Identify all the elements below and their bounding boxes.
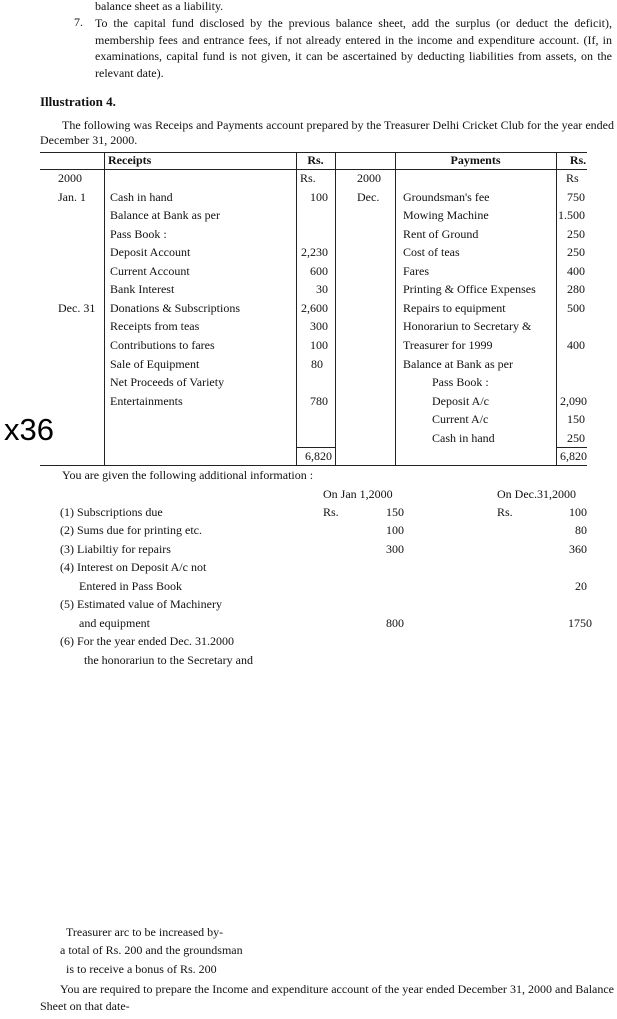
col-header-jan: On Jan 1,2000 bbox=[323, 487, 393, 501]
illustration-statement: The following was Receips and Payments account prepared by the Treasurer Delhi Cricket Club for the year ended December 31, 2000. bbox=[40, 118, 614, 147]
receipt-item: Entertainments bbox=[110, 394, 183, 408]
payment-amount: 400 bbox=[567, 264, 585, 278]
rs-unit-jan: Rs. bbox=[323, 505, 339, 519]
rs-unit-left: Rs. bbox=[300, 171, 316, 185]
receipt-item: Cash in hand bbox=[110, 190, 173, 204]
total-rule-left bbox=[297, 447, 335, 448]
header-rs-right: Rs. bbox=[569, 153, 587, 167]
receipt-amount: 300 bbox=[310, 319, 328, 333]
col-divider-3 bbox=[335, 152, 336, 465]
payment-item: Cost of teas bbox=[403, 245, 460, 259]
payment-item: Repairs to equipment bbox=[403, 301, 506, 315]
info-value-dec: 360 bbox=[569, 542, 587, 556]
payment-item: Cash in hand bbox=[432, 431, 495, 445]
payment-amount: 400 bbox=[567, 338, 585, 352]
rs-unit-dec: Rs. bbox=[497, 505, 513, 519]
payment-item: Treasurer for 1999 bbox=[403, 338, 493, 352]
receipt-item: Current Account bbox=[110, 264, 190, 278]
info-value-dec: 80 bbox=[575, 523, 587, 537]
payment-item: Fares bbox=[403, 264, 429, 278]
table-header-rule bbox=[40, 169, 587, 170]
info-value-jan: 300 bbox=[386, 542, 404, 556]
info-item-5-cont: and equipment bbox=[79, 616, 150, 630]
point-7-number: 7. bbox=[74, 15, 83, 29]
footer-line-1: Treasurer arc to be increased by- bbox=[66, 925, 224, 939]
receipt-item: Donations & Subscriptions bbox=[110, 301, 241, 315]
payment-amount: 250 bbox=[567, 245, 585, 259]
receipt-amount: 30 bbox=[316, 282, 328, 296]
date-dec-right: Dec. bbox=[357, 190, 380, 204]
col-divider-4 bbox=[395, 152, 396, 465]
header-rs-left: Rs. bbox=[307, 153, 324, 167]
header-payments: Payments bbox=[450, 153, 501, 167]
payment-amount: 250 bbox=[567, 227, 585, 241]
payment-item: Rent of Ground bbox=[403, 227, 479, 241]
info-item-6-cont: the honorariun to the Secretary and bbox=[84, 653, 253, 667]
receipt-amount: 2,600 bbox=[301, 301, 328, 315]
footer-final: You are required to prepare the Income and expenditure account of the year ended December 31, 2000 and Balance Sheet on that date- bbox=[40, 982, 614, 1013]
payment-item: Mowing Machine bbox=[403, 208, 489, 222]
payment-item: Groundsman's fee bbox=[403, 190, 490, 204]
illustration-title: Illustration 4. bbox=[40, 94, 116, 109]
date-dec31: Dec. 31 bbox=[58, 301, 96, 315]
payment-amount: 250 bbox=[567, 431, 585, 445]
info-value-dec: 100 bbox=[569, 505, 587, 519]
info-item-6: (6) For the year ended Dec. 31.2000 bbox=[60, 634, 234, 648]
page-marker: x36 bbox=[4, 412, 54, 447]
receipt-item: Sale of Equipment bbox=[110, 357, 200, 371]
info-value-dec: 20 bbox=[575, 579, 587, 593]
col-header-dec: On Dec.31,2000 bbox=[497, 487, 576, 501]
payment-amount: 2,090 bbox=[560, 394, 587, 408]
receipt-item: Contributions to fares bbox=[110, 338, 215, 352]
date-year-left: 2000 bbox=[58, 171, 82, 185]
rs-unit-right: Rs bbox=[566, 171, 579, 185]
date-jan1: Jan. 1 bbox=[58, 190, 86, 204]
payment-item: Honorariun to Secretary & bbox=[403, 319, 532, 333]
payment-item: Current A/c bbox=[432, 412, 489, 426]
info-value-dec: 1750 bbox=[568, 616, 592, 630]
info-item-5: (5) Estimated value of Machinery bbox=[60, 597, 222, 611]
receipt-amount: 100 bbox=[310, 190, 328, 204]
payment-amount: 750 bbox=[567, 190, 585, 204]
receipt-item: Net Proceeds of Variety bbox=[110, 375, 225, 389]
total-rule-right bbox=[556, 447, 587, 448]
receipt-item: Balance at Bank as per bbox=[110, 208, 220, 222]
header-receipts: Receipts bbox=[108, 153, 152, 167]
payment-item: Printing & Office Expenses bbox=[403, 282, 536, 296]
payment-item: Deposit A/c bbox=[432, 394, 489, 408]
receipt-amount: 600 bbox=[310, 264, 328, 278]
receipt-item: Bank Interest bbox=[110, 282, 175, 296]
receipt-amount: 2,230 bbox=[301, 245, 328, 259]
receipt-amount: 780 bbox=[310, 394, 328, 408]
payment-amount: 500 bbox=[567, 301, 585, 315]
info-value-jan: 800 bbox=[386, 616, 404, 630]
receipt-amount: 80 bbox=[311, 357, 323, 371]
info-value-jan: 150 bbox=[386, 505, 404, 519]
info-value-jan: 100 bbox=[386, 523, 404, 537]
payment-amount: 1.500 bbox=[558, 208, 585, 222]
info-item-1: (1) Subscriptions due bbox=[60, 505, 163, 519]
total-left: 6,820 bbox=[305, 449, 332, 463]
receipt-item: Deposit Account bbox=[110, 245, 191, 259]
info-item-4: (4) Interest on Deposit A/c not bbox=[60, 560, 207, 574]
payment-amount: 280 bbox=[567, 282, 585, 296]
footer-line-2: a total of Rs. 200 and the groundsman bbox=[60, 943, 243, 957]
payment-amount: 150 bbox=[567, 412, 585, 426]
receipt-amount: 100 bbox=[310, 338, 328, 352]
additional-intro: You are given the following additional information : bbox=[62, 468, 314, 482]
receipt-item: Pass Book : bbox=[110, 227, 167, 241]
payment-item: Pass Book : bbox=[432, 375, 489, 389]
table-bottom-border bbox=[40, 465, 587, 466]
date-year-right: 2000 bbox=[357, 171, 381, 185]
point-7-text: To the capital fund disclosed by the previous balance sheet, add the surplus (or deduct the deficit), membership fees and entrance fees, if not already entered in the income and expenditure account. (If, in examinations, capital fund is not given, it can be ascertained by deducting liabilities from assets, on the relevant date). bbox=[95, 16, 612, 80]
total-right: 6,820 bbox=[560, 449, 587, 463]
footer-line-3: is to receive a bonus of Rs. 200 bbox=[66, 962, 217, 976]
info-item-2: (2) Sums due for printing etc. bbox=[60, 523, 202, 537]
info-item-4-cont: Entered in Pass Book bbox=[79, 579, 182, 593]
intro-line-top: balance sheet as a liability. bbox=[95, 0, 224, 13]
receipt-item: Receipts from teas bbox=[110, 319, 200, 333]
payment-item: Balance at Bank as per bbox=[403, 357, 513, 371]
info-item-3: (3) Liabiltiy for repairs bbox=[60, 542, 171, 556]
col-divider-1 bbox=[104, 152, 105, 465]
